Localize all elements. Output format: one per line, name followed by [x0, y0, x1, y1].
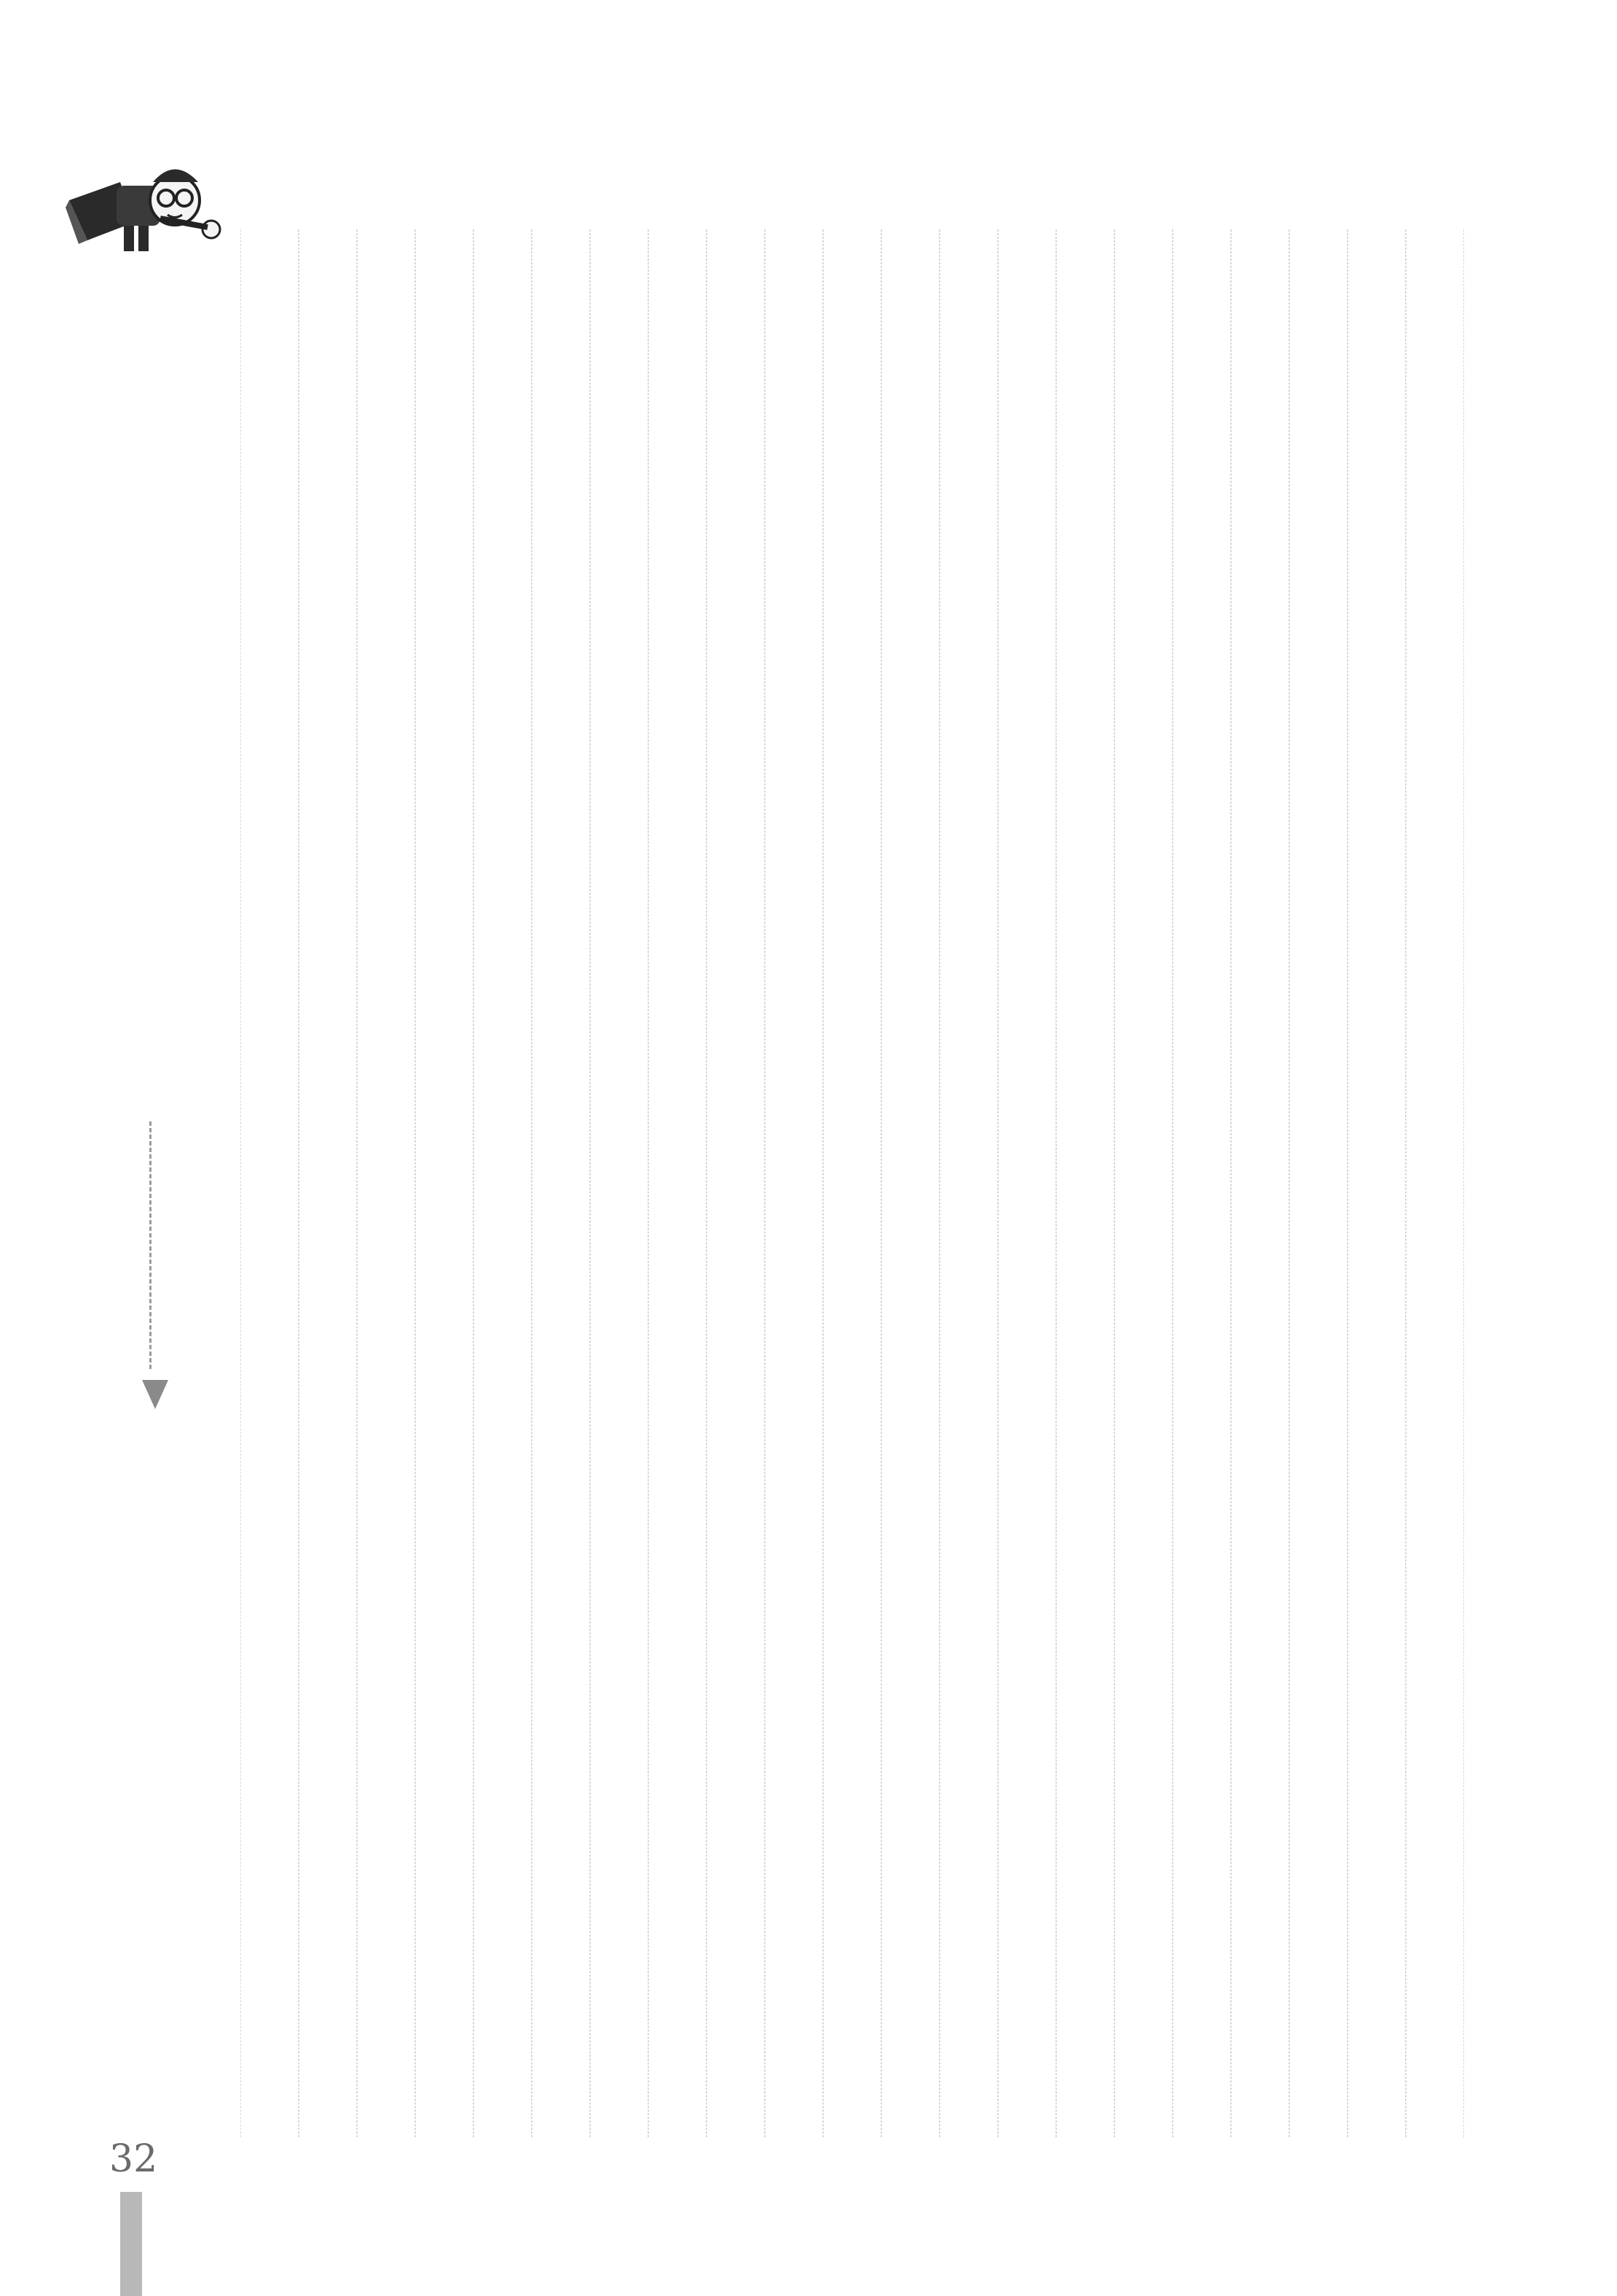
text-column	[881, 229, 940, 2137]
text-column	[415, 229, 473, 2137]
text-column	[1114, 229, 1173, 2137]
page-edge-tab	[120, 2192, 142, 2296]
text-column	[1406, 229, 1464, 2137]
text-column	[357, 229, 415, 2137]
cartoon-mascot-illustration	[66, 131, 226, 277]
text-column	[590, 229, 648, 2137]
text-column	[823, 229, 881, 2137]
text-column	[707, 229, 765, 2137]
down-arrow-icon	[142, 1380, 168, 1409]
text-column	[998, 229, 1056, 2137]
header-dashed-rule	[149, 1121, 152, 1369]
text-column	[940, 229, 998, 2137]
text-column	[299, 229, 357, 2137]
running-header	[113, 259, 157, 1118]
text-column	[473, 229, 532, 2137]
text-column	[1348, 229, 1406, 2137]
page-number: 32	[109, 2137, 158, 2181]
text-column	[1231, 229, 1289, 2137]
text-column	[765, 229, 823, 2137]
body-text	[240, 229, 1464, 2137]
text-column	[240, 229, 299, 2137]
text-column	[1289, 229, 1348, 2137]
text-column	[648, 229, 707, 2137]
text-column	[532, 229, 590, 2137]
text-column	[1173, 229, 1231, 2137]
text-column	[1056, 229, 1114, 2137]
